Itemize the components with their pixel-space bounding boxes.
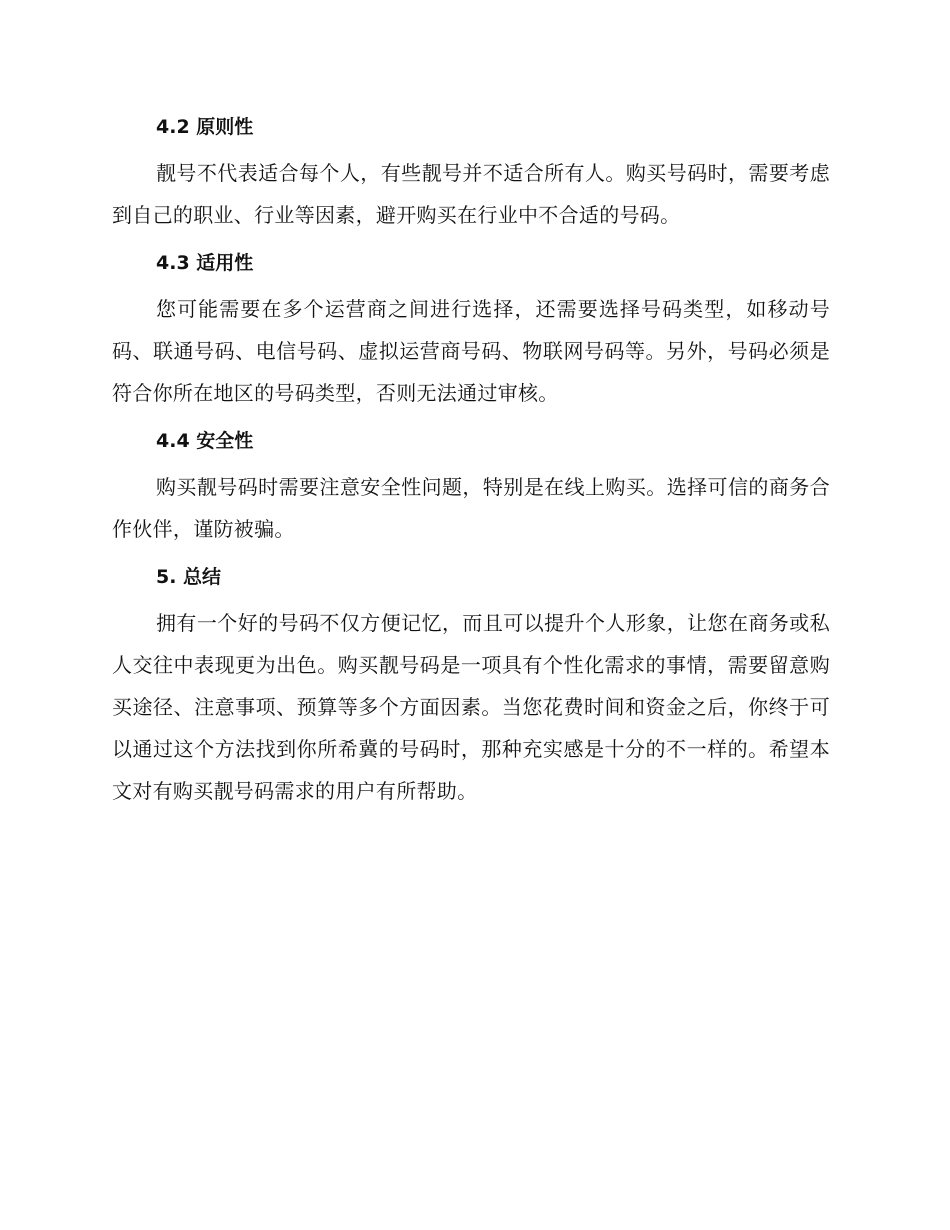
section-summary [112, 558, 830, 812]
section-paragraph: 靓号不代表适合每个人，有些靓号并不适合所有人。购买号码时，需要考虑到自己的职业、行业等因素，避开购买在行业中不合适的号码。 [112, 161, 830, 227]
section-applicability [112, 244, 830, 414]
section-heading: 4.3 适用性 [156, 252, 254, 274]
section-paragraph: 购买靓号码时需要注意安全性问题，特别是在线上购买。选择可信的商务合作伙伴，谨防被骗。 [112, 475, 830, 541]
section-paragraph: 拥有一个好的号码不仅方便记忆，而且可以提升个人形象，让您在商务或私人交往中表现更为出色。购买靓号码是一项具有个性化需求的事情，需要留意购买途径、注意事项、预算等多个方面因素。当您花费时间和资金之后，你终于可以通过这个方法找到你所希冀的号码时，那种充实感是十分的不一样的。希望本文对有购买靓号码需求的用户有所帮助。 [112, 611, 830, 803]
section-security [112, 422, 830, 550]
section-heading: 5. 总结 [156, 566, 222, 588]
section-paragraph: 您可能需要在多个运营商之间进行选择，还需要选择号码类型，如移动号码、联通号码、电信号码、虚拟运营商号码、物联网号码等。另外，号码必须是符合你所在地区的号码类型，否则无法通过审核。 [112, 297, 830, 405]
document-page [112, 108, 830, 820]
section-principle [112, 108, 830, 236]
section-heading: 4.2 原则性 [156, 116, 254, 138]
section-heading: 4.4 安全性 [156, 430, 254, 452]
